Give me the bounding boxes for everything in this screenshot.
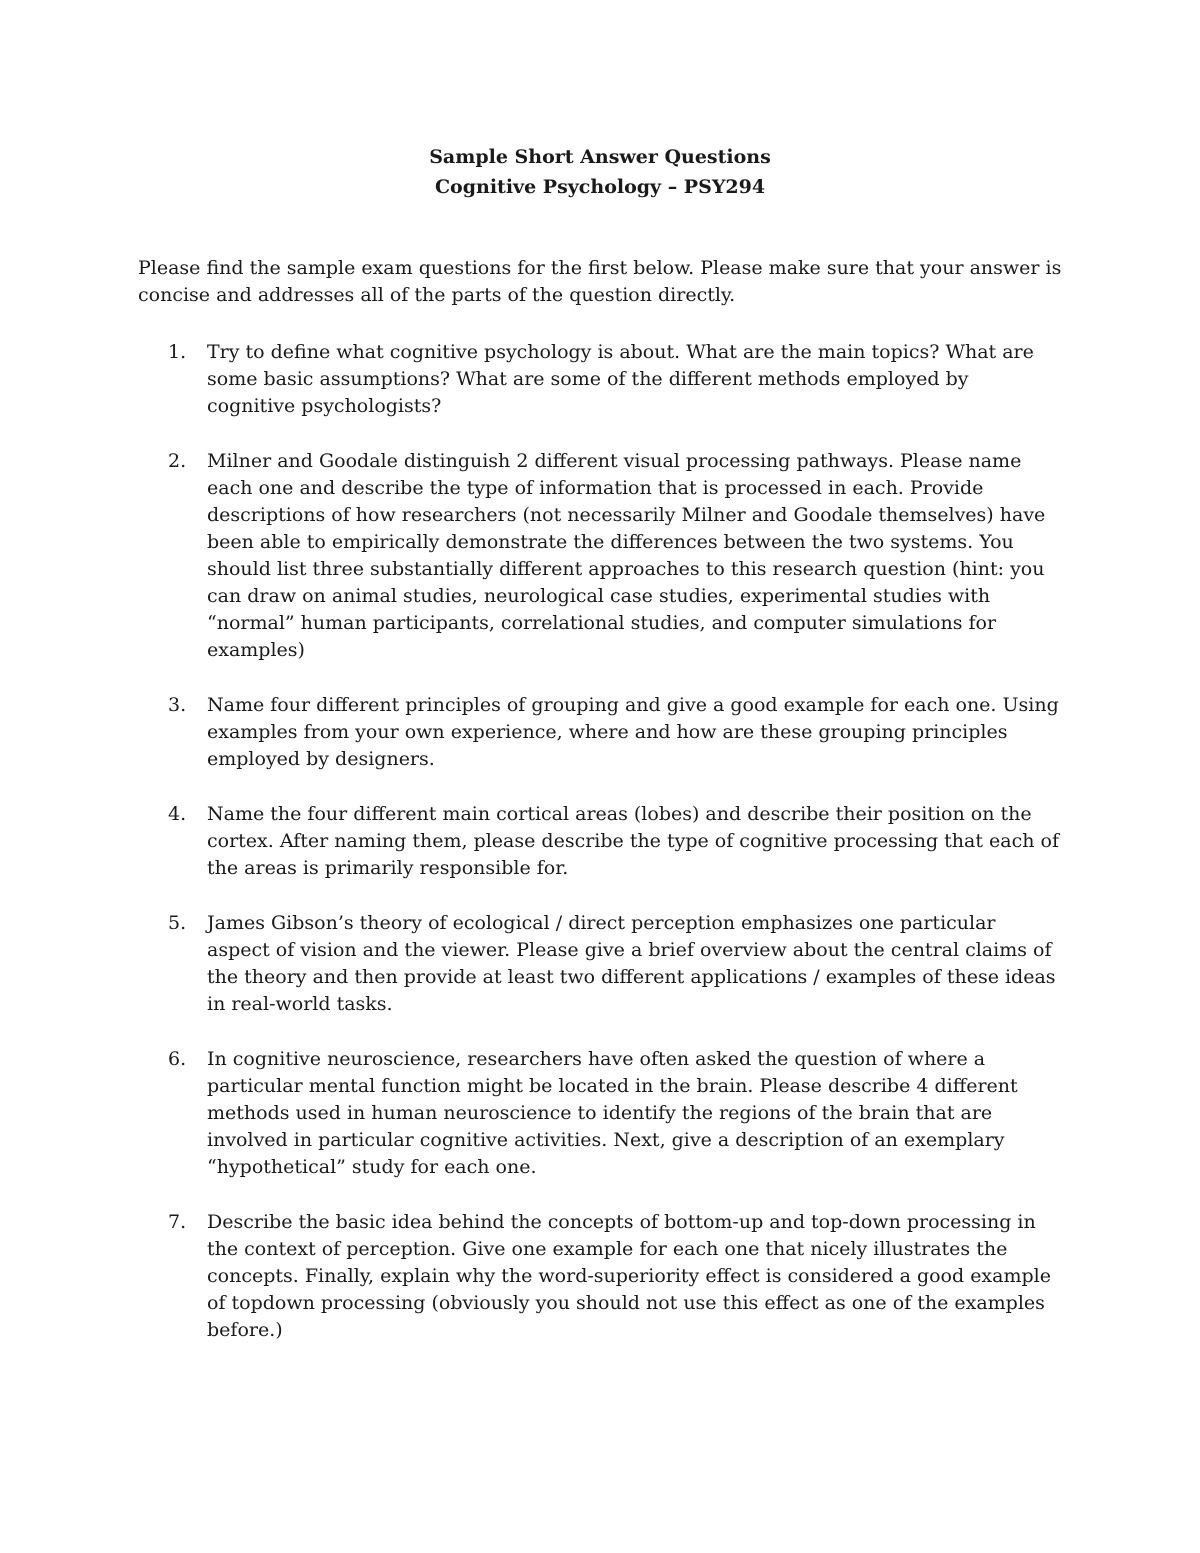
question-number: 1. — [168, 341, 187, 363]
question-item-5 — [0, 910, 1200, 1018]
question-text: Try to define what cognitive psychology is about. What are the main topics? What are some basic assumptions? What are some of the different methods employed by cognitive psychologists? — [207, 341, 1034, 417]
question-text: Describe the basic idea behind the concepts of bottom-up and top-down processing in the context of perception. Give one example for each one that nicely illustrates the concepts. Finally, explain why the word-superiority effect is considered a good example of topdown processing (obviously you should not use this effect as one of the examples before.) — [207, 1211, 1051, 1341]
question-item-4 — [0, 801, 1200, 882]
question-text: Name the four different main cortical areas (lobes) and describe their position on the cortex. After naming them, please describe the type of cognitive processing that each of the areas is primarily responsible for. — [207, 803, 1060, 879]
question-list — [0, 339, 1200, 1372]
question-item-2 — [0, 448, 1200, 664]
question-text: James Gibson’s theory of ecological / direct perception emphasizes one particular aspect of vision and the viewer. Please give a brief overview about the central claims of the theory and then provide at least two different applications / examples of these ideas in real-world tasks. — [207, 912, 1056, 1015]
question-text: Milner and Goodale distinguish 2 different visual processing pathways. Please name each one and describe the type of information that is processed in each. Provide descriptions of how researchers (not necessarily Milner and Goodale themselves) have been able to empirically demonstrate the differences between the two systems. You should list three substantially different approaches to this research question (hint: you can draw on animal studies, neurological case studies, experimental studies with “normal” human participants, correlational studies, and computer simulations for examples) — [207, 450, 1046, 661]
question-number: 2. — [168, 450, 187, 472]
question-number: 5. — [168, 912, 187, 934]
question-item-1 — [0, 339, 1200, 420]
question-text: In cognitive neuroscience, researchers have often asked the question of where a particular mental function might be located in the brain. Please describe 4 different methods used in human neuroscience to identify the regions of the brain that are involved in particular cognitive activities. Next, give a description of an exemplary “hypothetical” study for each one. — [207, 1048, 1018, 1178]
document-title: Sample Short Answer Questions — [429, 146, 771, 168]
question-text: Name four different principles of grouping and give a good example for each one. Using examples from your own experience, where and how are these grouping principles employed by designers. — [207, 694, 1059, 770]
question-item-6 — [0, 1046, 1200, 1181]
question-number: 7. — [168, 1211, 187, 1233]
question-number: 6. — [168, 1048, 187, 1070]
intro-paragraph: Please find the sample exam questions for the first below. Please make sure that your answer is concise and addresses all of the parts of the question directly. — [138, 257, 1062, 306]
document-subtitle: Cognitive Psychology – PSY294 — [434, 176, 766, 198]
question-item-3 — [0, 692, 1200, 773]
question-number: 4. — [168, 803, 187, 825]
question-number: 3. — [168, 694, 187, 716]
document-header — [0, 142, 1200, 202]
question-item-7 — [0, 1209, 1200, 1344]
